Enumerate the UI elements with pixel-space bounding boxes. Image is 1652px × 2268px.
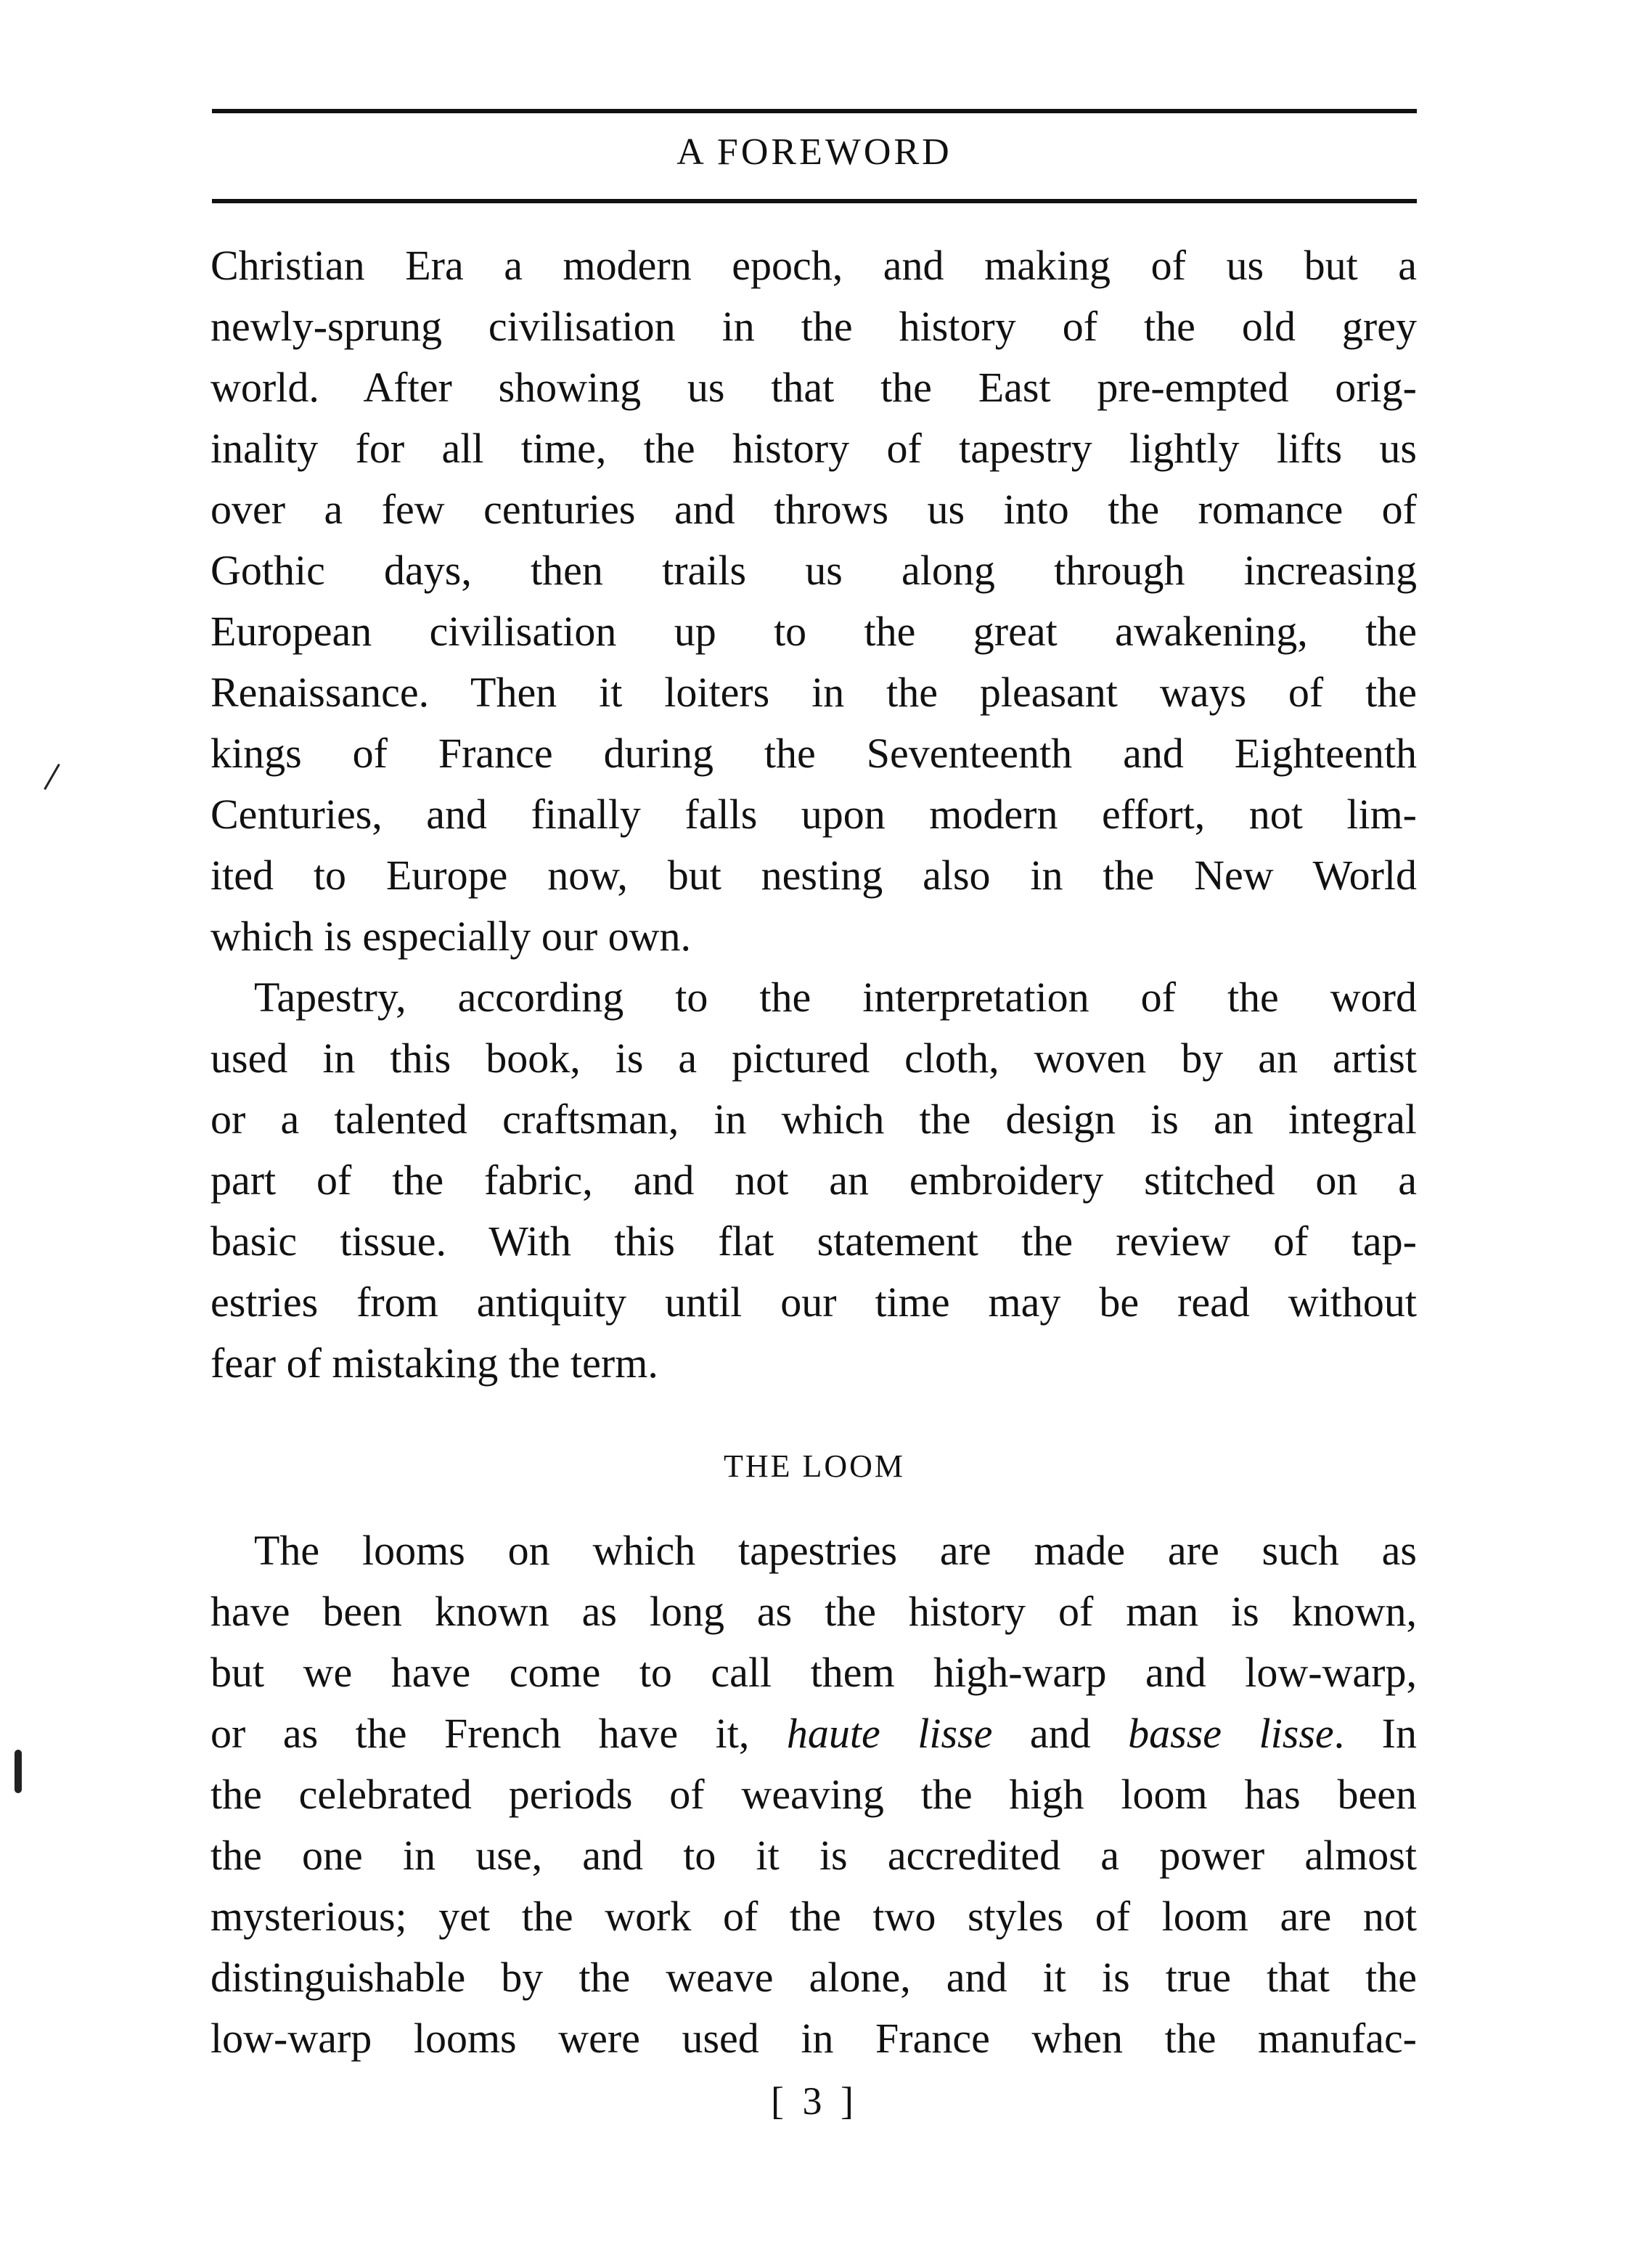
text-line: Centuries, and finally falls upon modern effort, not lim-	[210, 791, 1417, 838]
text-line: newly-sprung civilisation in the history of the old grey	[210, 303, 1417, 350]
text-line: The looms on which tapestries are made are such as	[254, 1527, 1417, 1574]
text-line: but we have come to call them high-warp and low-warp,	[210, 1649, 1417, 1696]
text-line: Renaissance. Then it loiters in the pleasant ways of the	[210, 669, 1417, 716]
scan-mark	[15, 1750, 22, 1793]
text-line: world. After showing us that the East pre-empted orig-	[210, 364, 1417, 411]
text-line: used in this book, is a pictured cloth, woven by an artist	[210, 1035, 1417, 1082]
text-line: low-warp looms were used in France when the manufac-	[210, 2015, 1417, 2062]
text-line: fear of mistaking the term.	[210, 1339, 658, 1387]
text-line: mysterious; yet the work of the two styles of loom are not	[210, 1893, 1417, 1940]
text-run: or as the French have it,	[210, 1710, 787, 1757]
section-title: THE LOOM	[723, 1448, 906, 1484]
header-rule	[212, 199, 1417, 203]
italic-term: basse lisse	[1128, 1710, 1334, 1757]
text-line: Tapestry, according to the interpretation of the word	[254, 974, 1417, 1021]
page-number: [ 3 ]	[771, 2079, 858, 2123]
text-line: European civilisation up to the great awakening, the	[210, 608, 1417, 655]
text-run: and	[992, 1710, 1129, 1757]
italic-term: haute lisse	[786, 1710, 993, 1757]
text-line: ited to Europe now, but nesting also in the New World	[210, 852, 1417, 899]
text-line: the celebrated periods of weaving the high loom has been	[210, 1771, 1417, 1818]
text-line: have been known as long as the history of man is known,	[210, 1588, 1417, 1635]
text-line: kings of France during the Seventeenth and Eighteenth	[210, 730, 1417, 777]
text-line: part of the fabric, and not an embroidery stitched on a	[210, 1157, 1417, 1204]
text-line	[210, 1703, 1417, 1764]
text-line: Gothic days, then trails us along through increasing	[210, 547, 1417, 594]
text-line: inality for all time, the history of tapestry lightly lifts us	[210, 425, 1417, 472]
text-line: which is especially our own.	[210, 913, 692, 960]
scan-mark	[44, 764, 60, 790]
text-line: over a few centuries and throws us into the romance of	[210, 486, 1417, 533]
text-line: Christian Era a modern epoch, and making of us but a	[210, 242, 1417, 289]
running-head: A FOREWORD	[676, 131, 952, 173]
text-line: or a talented craftsman, in which the design is an integral	[210, 1096, 1417, 1143]
text-line: distinguishable by the weave alone, and it is true that the	[210, 1954, 1417, 2001]
top-rule	[212, 109, 1417, 113]
text-run: . In	[1333, 1710, 1417, 1757]
text-line: basic tissue. With this flat statement the review of tap-	[210, 1217, 1417, 1265]
text-line: estries from antiquity until our time may be read without	[210, 1278, 1417, 1326]
text-line: the one in use, and to it is accredited a power almost	[210, 1832, 1417, 1879]
